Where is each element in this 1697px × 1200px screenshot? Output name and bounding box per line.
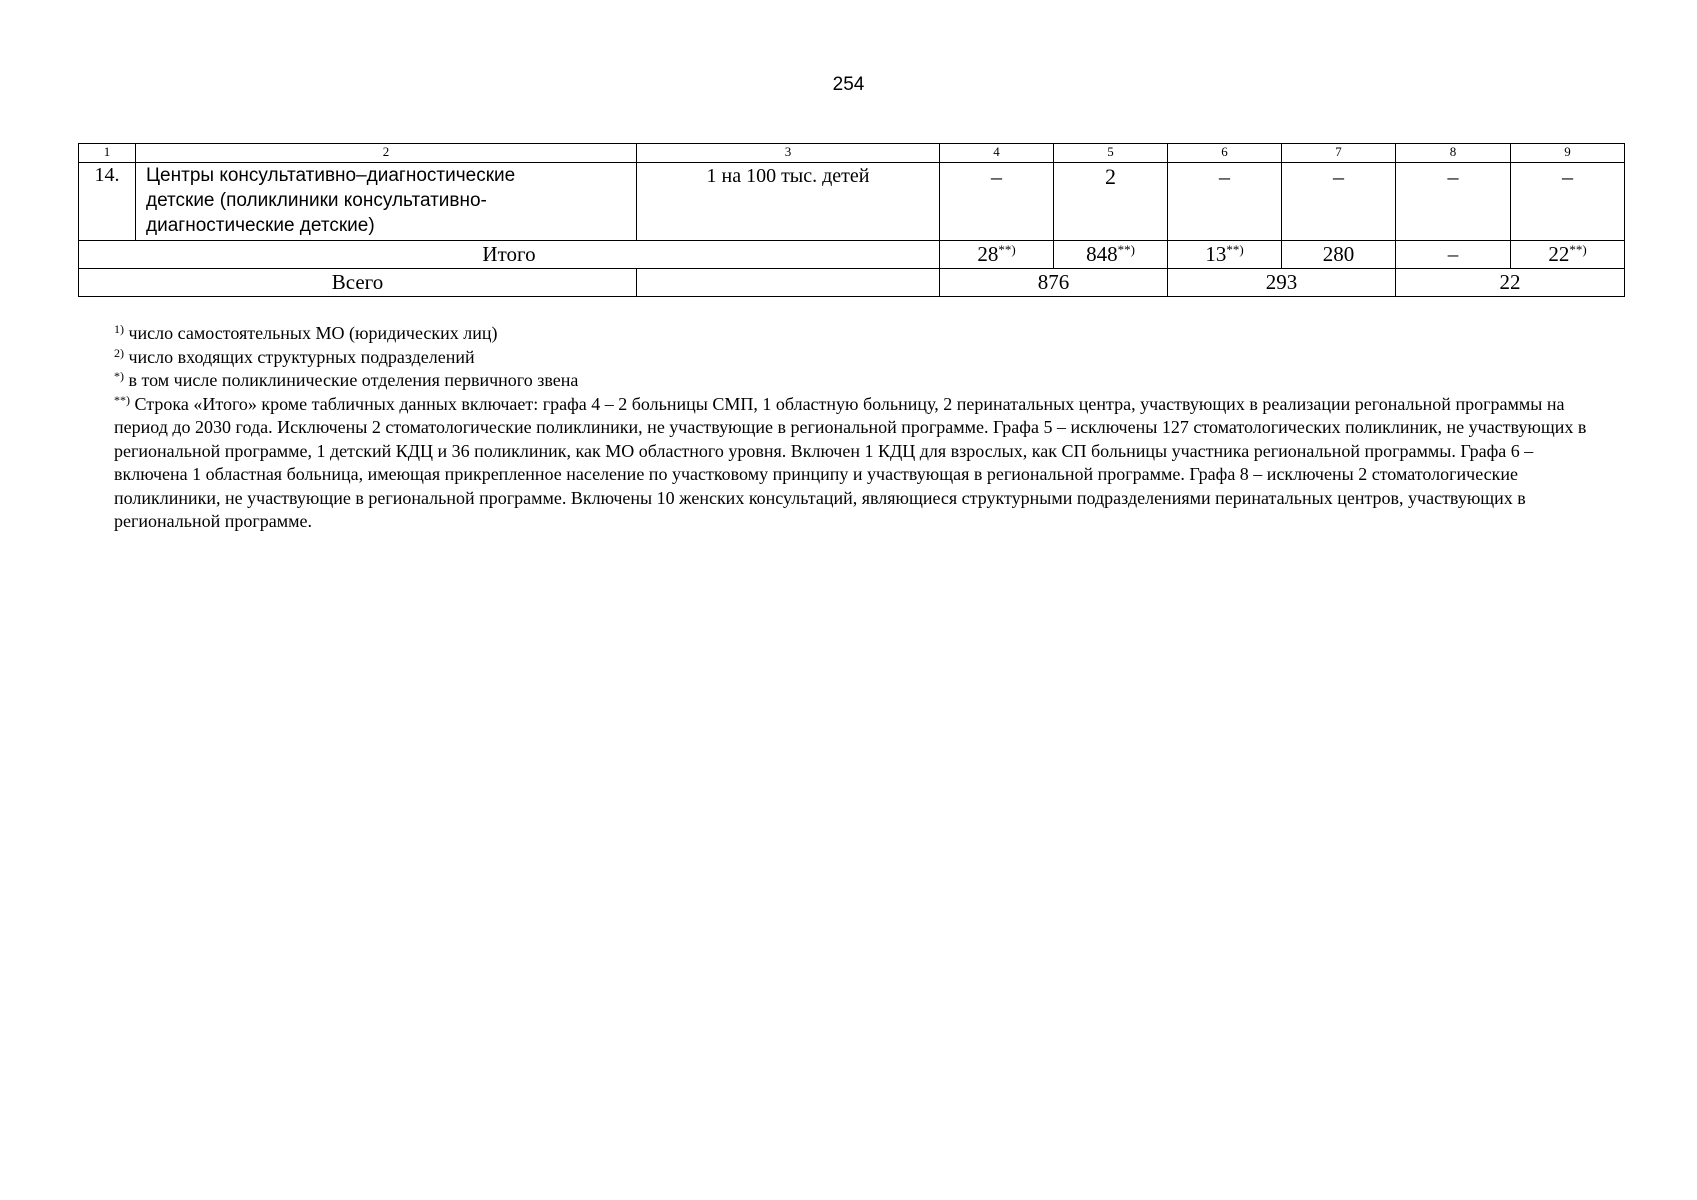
total-value: 13: [1205, 242, 1227, 266]
grand-total-col-6-7: 293: [1168, 269, 1396, 297]
grand-total-row: [79, 269, 1625, 297]
table-row: [79, 163, 1625, 241]
grand-total-empty: [637, 269, 940, 297]
footnote-marker: **): [114, 392, 130, 407]
total-value: 22: [1548, 242, 1570, 266]
footnote-marker: 1): [114, 322, 124, 336]
column-number: 5: [1054, 144, 1168, 163]
total-value: 28: [977, 242, 999, 266]
cell-col-4: –: [940, 163, 1054, 241]
column-number: 3: [637, 144, 940, 163]
footnote-text: в том числе поликлинические отделения первичного звена: [128, 370, 579, 390]
cell-col-8: –: [1396, 163, 1511, 241]
cell-col-7: –: [1282, 163, 1396, 241]
column-number: 6: [1168, 144, 1282, 163]
footnote-marker: *): [114, 369, 124, 383]
column-number: 7: [1282, 144, 1396, 163]
cell-col-6: –: [1168, 163, 1282, 241]
total-col-7: 280: [1282, 241, 1396, 269]
column-number: 4: [940, 144, 1054, 163]
footnotes: [114, 322, 1594, 534]
footnote: [114, 393, 1594, 534]
column-number: 9: [1511, 144, 1625, 163]
facilities-table: [78, 143, 1625, 297]
total-col-9: [1511, 241, 1625, 269]
cell-col-5: 2: [1054, 163, 1168, 241]
footnote-marker: 2): [114, 345, 124, 360]
footnote: [114, 346, 1594, 370]
grand-total-col-8-9: 22: [1396, 269, 1625, 297]
facility-name: [136, 163, 637, 241]
page-number: 254: [832, 74, 865, 95]
column-number: 1: [79, 144, 136, 163]
cell-col-9: –: [1511, 163, 1625, 241]
column-number: 8: [1396, 144, 1511, 163]
total-value: 848: [1086, 242, 1118, 266]
facility-name-line: Центры консультативно–диагностические: [146, 165, 516, 186]
footnote-marker: **): [1569, 242, 1587, 257]
footnote-text: Строка «Итого» кроме табличных данных включает: графа 4 – 2 больницы СМП, 1 областную больницу, 2 перинатальных центра, участвующих в реализации регональной программы на период до 2030 года. Исключены 2 стоматологические поликлиники, не участвующие в региональной программе. Графа 5 – исключены 127 стоматологических поликлиник, не участвующих в региональной программе, 1 детский КДЦ и 36 поликлиник, как МО областного уровня. Включен 1 КДЦ для взрослых, как СП больницы участника региональной программы. Графа 6 – включена 1 областная больница, имеющая прикрепленное население по участковому принципу и участвующая в региональной программе. Графа 8 – исключены 2 стоматологические поликлиники, не участвующие в региональной программе. Включены 10 женских консультаций, являющиеся структурными подразделениями перинатальных центров, участвующих в региональной программе.: [114, 393, 1587, 531]
column-number-row: [79, 144, 1625, 163]
total-col-4: [940, 241, 1054, 269]
facility-norm: 1 на 100 тыс. детей: [637, 163, 940, 241]
grand-total-col-4-5: 876: [940, 269, 1168, 297]
total-col-6: [1168, 241, 1282, 269]
grand-total-label: Всего: [79, 269, 637, 297]
total-row: [79, 241, 1625, 269]
footnote: [114, 322, 1594, 346]
footnote-text: число самостоятельных МО (юридических лиц): [128, 323, 498, 343]
footnote: [114, 369, 1594, 393]
total-col-5: [1054, 241, 1168, 269]
facility-name-line: детские (поликлиники консультативно-: [146, 190, 487, 211]
total-col-8: –: [1396, 241, 1511, 269]
row-number: 14.: [79, 163, 136, 241]
footnote-marker: **): [998, 242, 1016, 257]
facility-name-line: диагностические детские): [146, 215, 375, 236]
footnote-marker: **): [1226, 242, 1244, 257]
column-number: 2: [136, 144, 637, 163]
total-label: Итого: [79, 241, 940, 269]
footnote-marker: **): [1117, 242, 1135, 257]
footnote-text: число входящих структурных подразделений: [128, 346, 475, 367]
